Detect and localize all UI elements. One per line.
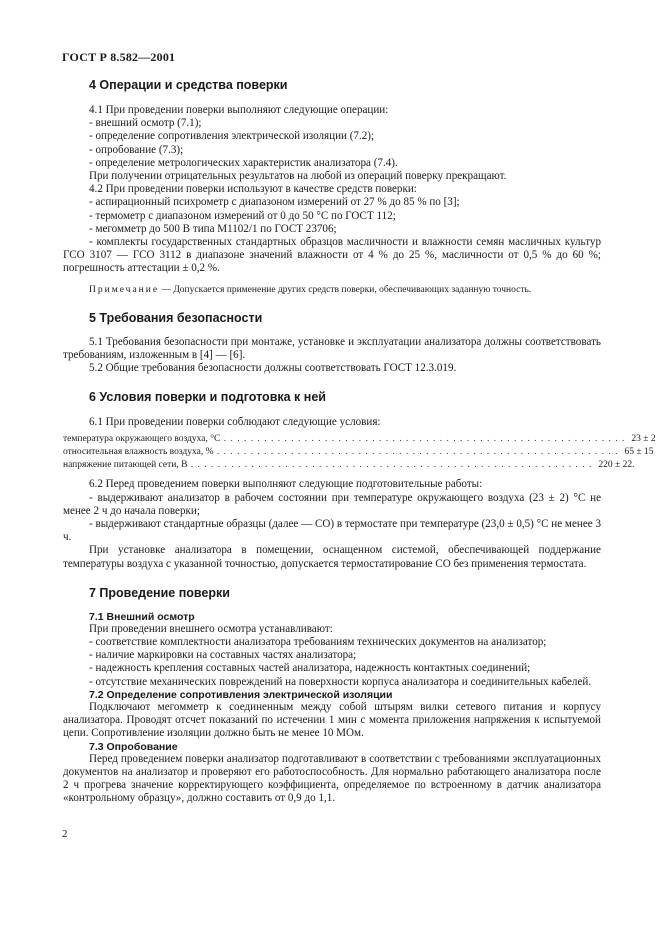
para-5-2: 5.2 Общие требования безопасности должны соответствовать ГОСТ 12.3.019.: [89, 362, 457, 375]
page-content: [63, 78, 656, 805]
note-label: Примечание: [89, 284, 160, 295]
note: [63, 284, 601, 296]
list-item: - определение метрологических характеристик анализатора (7.4).: [89, 156, 398, 169]
list-item: - надежность крепления составных частей анализатора, надежность контактных соединений;: [89, 662, 531, 675]
condition-value: 220 ± 22.: [598, 460, 635, 471]
list-item: - соответствие комплектности анализатора требованиям технических документов на анализатор;: [89, 636, 547, 649]
condition-label: напряжение питающей сети, В: [63, 460, 188, 471]
para-4-1: 4.1 При проведении поверки выполняют следующие операции:: [89, 104, 389, 116]
condition-label: относительная влажность воздуха, %: [63, 447, 214, 458]
para-4-2: 4.2 При проведении поверки используют в качестве средств поверки:: [89, 183, 417, 196]
subsection-7-2-title: 7.2 Определение сопротивления электрической изоляции: [89, 688, 393, 701]
para-6-2: 6.2 Перед проведением поверки выполняют следующие подготовительные работы:: [89, 478, 483, 491]
section-7-title: 7 Проведение поверки: [89, 585, 230, 600]
list-item: - внешний осмотр (7.1);: [89, 117, 202, 130]
conditions-table: [63, 433, 656, 472]
leader-dots: . . . . . . . . . . . . . . . . . . . . . . . . . . . . . . . . . . . . . . . . . . . . . . . . . . . . . . . . . . . .: [213, 447, 619, 458]
list-item: - определение сопротивления электрической изоляции (7.2);: [89, 130, 375, 143]
list-item: - мегомметр до 500 В типа М1102/1 по ГОСТ 23706;: [89, 222, 337, 235]
gso-kits-item: - комплекты государственных стандартных образцов масличности и влажности семян масличных культур ГСО 3107 — ГСО 3112 в диапазоне значений влажности от 4 % до 25 %, масличности от 0,5 % до 60 %; погрешность аттестации ± 0,2 %.: [63, 236, 601, 275]
para-7-2: Подключают мегомметр к соединенным между собой штырям вилки сетевого питания и корпусу анализатора. Проводят отсчет показаний по истечении 1 мин с момента приложения напряжения к испытуемой цепи. Сопротивление изоляции должно быть не менее 10 МОм.: [63, 700, 601, 740]
list-item-last: - отсутствие механических повреждений на поверхности корпуса анализатора и соединительных кабелей.: [89, 675, 592, 688]
doc-code-header: ГОСТ Р 8.582—2001: [62, 50, 176, 64]
list-item: - аспирационный психрометр с диапазоном измерений от 27 % до 85 % по [3];: [89, 196, 460, 209]
install-note: При установке анализатора в помещении, оснащенном системой, обеспечивающей поддержание температуры воздуха с указанной точностью, допускается термостатирование СО без применения термостата.: [63, 544, 601, 570]
condition-value: 65 ± 15: [624, 447, 654, 458]
condition-row: [63, 459, 635, 472]
prep-item-1: - выдерживают анализатор в рабочем состоянии при температуре окружающего воздуха (23 ± 2) °С не менее 2 ч до начала поверки;: [63, 491, 601, 517]
condition-row: [63, 433, 656, 446]
condition-value: 23 ± 2: [631, 434, 656, 445]
section-4-title: 4 Операции и средства поверки: [89, 78, 288, 92]
leader-dots: . . . . . . . . . . . . . . . . . . . . . . . . . . . . . . . . . . . . . . . . . . . . . . . . . . . . . . . . . . . .: [220, 434, 626, 445]
leader-dots: . . . . . . . . . . . . . . . . . . . . . . . . . . . . . . . . . . . . . . . . . . . . . . . . . . . . . . . . . . . .: [187, 460, 593, 471]
condition-label: температура окружающего воздуха, °С: [63, 434, 221, 445]
section-6-title: 6 Условия поверки и подготовка к ней: [89, 390, 326, 405]
prep-item-2: - выдерживают стандартные образцы (далее — СО) в термостате при температуре (23,0 ± 0,5) °С не менее 3 ч.: [63, 518, 601, 544]
section-5-title: 5 Требования безопасности: [89, 310, 263, 325]
list-item: - опробование (7.3);: [89, 143, 184, 156]
para-7-1-intro: При проведении внешнего осмотра устанавливают:: [89, 622, 333, 635]
page-number: 2: [62, 828, 68, 840]
list-item: - термометр с диапазоном измерений от 0 до 50 °С по ГОСТ 112;: [89, 209, 396, 222]
subsection-7-3-title: 7.3 Опробование: [89, 740, 178, 753]
list-item: - наличие маркировки на составных частях анализатора;: [89, 649, 357, 662]
condition-row: [63, 446, 654, 459]
para-7-3: Перед проведением поверки анализатор подготавливают в соответствии с требованиями эксплуатационных документов на анализатор и проверяют его работоспособность. Для нормально работающего анализатора после 2 ч прогрева значение корректирующего коэффициента, определяемое по встроенному в датчик анализатора «контрольному образцу», должно составить от 0,9 до 1,1.: [63, 752, 601, 805]
para-6-1: 6.1 При проведении поверки соблюдают следующие условия:: [89, 416, 381, 429]
para-5-1: 5.1 Требования безопасности при монтаже, установке и эксплуатации анализатора должны соответствовать требованиям, изложенным в [4] — [6].: [63, 335, 601, 361]
note-text: — Допускается применение других средств поверки, обеспечивающих заданную точность.: [159, 284, 532, 295]
negative-results-text: При получении отрицательных результатов на любой из операций поверку прекращают.: [89, 170, 507, 183]
subsection-7-1-title: 7.1 Внешний осмотр: [89, 610, 195, 623]
